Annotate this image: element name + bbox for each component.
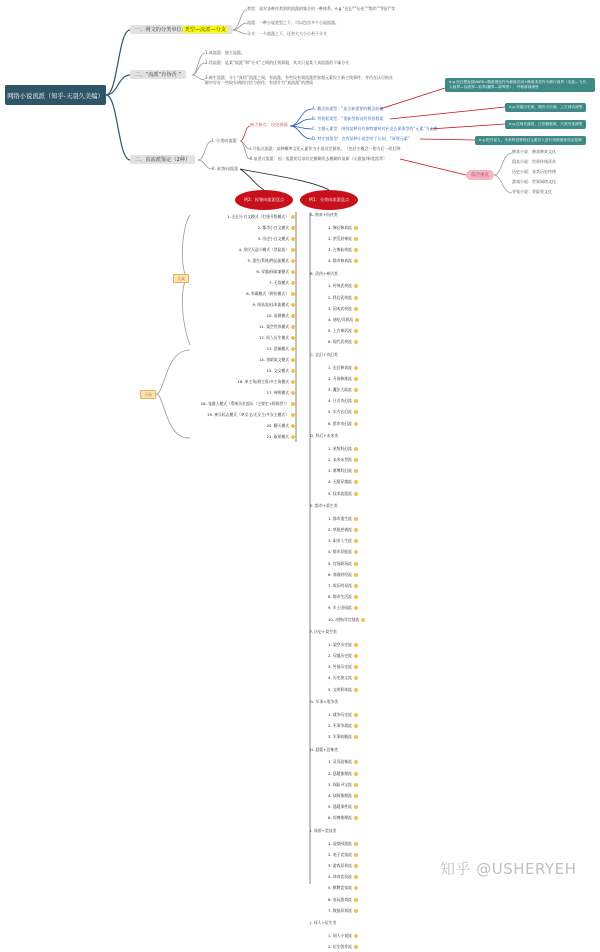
left-row[interactable] bbox=[259, 322, 295, 331]
category-item-label: 3. 职业人生流 bbox=[328, 538, 352, 544]
connector-line bbox=[232, 30, 247, 34]
connector-line bbox=[192, 75, 205, 80]
category-item-label: 7. 数据异界流 bbox=[328, 907, 352, 913]
category-item-label: 5. 官场职场流 bbox=[328, 560, 352, 566]
left-row[interactable] bbox=[256, 267, 295, 276]
note-icon bbox=[291, 237, 295, 241]
category-item-label: 2. 衍生创作流 bbox=[328, 944, 352, 950]
note-icon bbox=[354, 875, 358, 879]
note-icon bbox=[291, 259, 295, 263]
connector-line bbox=[240, 126, 250, 141]
note-icon bbox=[354, 898, 358, 902]
category-item[interactable] bbox=[328, 839, 358, 848]
left-row[interactable] bbox=[253, 300, 295, 309]
note-icon bbox=[354, 329, 358, 333]
category-item-label: 1. 星级科幻流 bbox=[328, 445, 352, 451]
category-item-label: 8. 都市生活流 bbox=[328, 594, 352, 600]
note-icon bbox=[291, 215, 295, 219]
note-icon bbox=[354, 643, 358, 647]
category-item[interactable] bbox=[328, 570, 358, 579]
connector-line bbox=[494, 153, 512, 175]
note-icon bbox=[354, 842, 358, 846]
category-item[interactable] bbox=[328, 559, 358, 568]
category-heading[interactable]: D. 科幻+未来类 bbox=[310, 433, 339, 439]
connector-line bbox=[430, 124, 505, 129]
branch-2-label: 二、“流派”有伪否 ” bbox=[135, 72, 182, 78]
category-item[interactable] bbox=[328, 850, 358, 859]
b3-sub-a: A. 概念前提型：“某全新重要的概念前提 bbox=[312, 106, 384, 111]
category-item-label: 6. 现代武侠流 bbox=[328, 339, 352, 345]
category-item-label: 9. 乡土田园流 bbox=[328, 605, 352, 611]
category-heading[interactable]: G. 军事+战争类 bbox=[310, 699, 339, 705]
category-item[interactable] bbox=[328, 419, 358, 428]
category-item-label: 2. 军事争战流 bbox=[328, 722, 352, 728]
category-item[interactable] bbox=[328, 931, 358, 940]
category-item-label: 2. 悬疑推理流 bbox=[328, 770, 352, 776]
left-row[interactable] bbox=[267, 421, 295, 430]
category-item[interactable] bbox=[328, 674, 358, 683]
note-icon bbox=[354, 366, 358, 370]
note-icon bbox=[354, 248, 358, 252]
category-item[interactable] bbox=[328, 315, 359, 324]
category-item-label: 5. 文明积体流 bbox=[328, 686, 352, 692]
category-item[interactable] bbox=[328, 906, 358, 915]
category-heading[interactable]: A. 修真+仙侠类 bbox=[310, 212, 338, 217]
category-item-label: 2. 未来未世流 bbox=[328, 456, 352, 462]
note-icon bbox=[354, 794, 358, 798]
note-icon bbox=[291, 248, 295, 252]
note-icon bbox=[354, 458, 358, 462]
note-icon bbox=[354, 562, 358, 566]
oval-category-genre-list[interactable]: 例1：分类向流派盘点 bbox=[300, 190, 358, 210]
note-icon bbox=[291, 270, 295, 274]
category-item[interactable] bbox=[328, 537, 358, 546]
left-row[interactable] bbox=[267, 366, 295, 375]
left-row-label: 6. 穿越/探索兼模式 bbox=[256, 268, 289, 274]
note-icon bbox=[291, 369, 295, 373]
category-item-label: 1. 传统武侠流 bbox=[328, 283, 352, 289]
note-icon bbox=[354, 886, 358, 890]
left-row-label: 16. 单主角/群主角/多主角模式 bbox=[237, 378, 289, 384]
note-icon bbox=[354, 654, 358, 658]
oval-tag-genre-list[interactable]: 例2：标签向流派盘点 bbox=[235, 190, 293, 210]
branch-true-genre-identify[interactable] bbox=[130, 155, 195, 164]
note-icon bbox=[354, 550, 358, 554]
b3-tag-genre: II. 标签向流派 bbox=[212, 166, 239, 171]
category-item-label: 3. 赛博科幻流 bbox=[328, 468, 352, 474]
note-icon bbox=[354, 688, 358, 692]
teal-note-3: e.g.近现代盛世，已依赖强流、天涯穷奇流等 bbox=[505, 120, 586, 129]
b2-item-true: 1.真流派：独立流派。 bbox=[205, 50, 245, 55]
left-row-label: 1. 玄幻小白文模式（打怪升级模式） bbox=[227, 213, 289, 219]
category-item[interactable] bbox=[328, 245, 358, 254]
note-icon bbox=[354, 805, 358, 809]
note-icon bbox=[354, 934, 358, 938]
connector-line bbox=[192, 63, 205, 75]
category-item-label: 4. 体育竞技流 bbox=[328, 874, 352, 880]
left-row[interactable] bbox=[201, 399, 295, 408]
left-row-label: 11. 架空世界模式 bbox=[258, 323, 289, 329]
category-item[interactable] bbox=[328, 304, 358, 313]
note-icon bbox=[354, 422, 358, 426]
category-item[interactable] bbox=[328, 408, 358, 417]
connector-line bbox=[240, 169, 329, 190]
left-row[interactable] bbox=[239, 245, 295, 254]
left-row-label: 17. 神明模式 bbox=[266, 389, 289, 395]
left-row[interactable] bbox=[207, 410, 295, 419]
b3-n1: I.开拓式流派：某种概率文化元素作为小说设定源泉，（包括主概念一相当后一改后降 bbox=[250, 146, 401, 151]
left-row-label: 13. 恶搞模式 bbox=[266, 345, 289, 351]
category-item[interactable] bbox=[328, 710, 358, 719]
category-item-label: 5. 上古神话流 bbox=[328, 328, 352, 334]
category-item-label: 3. 军事前瞻流 bbox=[328, 734, 352, 740]
category-heading[interactable]: I. 网游+竞技类 bbox=[310, 828, 337, 833]
category-item-label: 1. 玄幻修真流 bbox=[328, 364, 352, 370]
left-row-label: 20. 聊天模式 bbox=[266, 422, 289, 428]
connector-line bbox=[192, 53, 205, 75]
note-icon bbox=[354, 772, 358, 776]
left-row[interactable] bbox=[267, 311, 295, 320]
watermark: 知乎 @USHERYEH bbox=[440, 860, 577, 878]
category-item-label: 2. 草根逆袭流 bbox=[328, 526, 352, 532]
note-icon bbox=[354, 676, 358, 680]
left-row-label: 2. 都市小白文模式 bbox=[257, 224, 289, 230]
category-item[interactable] bbox=[328, 803, 358, 812]
left-row-label: 12. 同人衍生模式 bbox=[258, 334, 289, 340]
category-item[interactable] bbox=[328, 873, 358, 882]
category-item-label: 3. 古典仙侠流 bbox=[328, 246, 352, 252]
category-item[interactable] bbox=[328, 581, 358, 590]
category-item-label: 1. 同人小说流 bbox=[328, 932, 352, 938]
left-row[interactable] bbox=[267, 432, 295, 441]
category-item-label: 5. 悬疑事件流 bbox=[328, 804, 352, 810]
note-icon bbox=[291, 435, 295, 439]
note-icon bbox=[354, 584, 358, 588]
category-item[interactable] bbox=[328, 293, 358, 302]
category-item[interactable] bbox=[328, 651, 358, 660]
connector-line bbox=[240, 141, 250, 159]
note-icon bbox=[354, 307, 358, 311]
b3-category-genre: I. 分类向流派 bbox=[212, 138, 237, 143]
left-row[interactable] bbox=[267, 388, 295, 397]
category-item[interactable] bbox=[328, 663, 358, 672]
branch-true-false-genre[interactable] bbox=[130, 70, 186, 79]
category-item-label: 6. 商战财经流 bbox=[328, 571, 352, 577]
left-row[interactable] bbox=[237, 377, 295, 386]
category-item[interactable] bbox=[328, 604, 358, 613]
note-icon bbox=[354, 665, 358, 669]
note-icon bbox=[291, 292, 295, 296]
note-icon bbox=[354, 595, 358, 599]
category-item[interactable] bbox=[328, 363, 358, 372]
category-item[interactable] bbox=[328, 282, 358, 291]
category-heading[interactable]: H. 悬疑+恐怖类 bbox=[310, 746, 339, 752]
left-row-label: 10. 退婚模式 bbox=[266, 312, 289, 318]
note-icon bbox=[354, 377, 358, 381]
left-row-label: 4. 余民天造斗模式（冒险流） bbox=[238, 246, 289, 252]
category-item-label: 5. 东方玄幻流 bbox=[328, 409, 352, 415]
category-item[interactable] bbox=[328, 593, 358, 602]
note-icon bbox=[354, 388, 358, 392]
teal-note-4: e.g.把外星人、未来科技等科幻元素引入进行传统流体设定故事 bbox=[475, 136, 586, 145]
left-row[interactable] bbox=[247, 256, 295, 265]
note-icon bbox=[354, 945, 358, 949]
note-icon bbox=[354, 410, 358, 414]
category-item[interactable] bbox=[328, 478, 358, 487]
note-icon bbox=[354, 783, 358, 787]
category-item-label: 1. 架空历史流 bbox=[328, 641, 352, 647]
left-row[interactable] bbox=[258, 223, 295, 232]
category-item[interactable] bbox=[328, 814, 358, 823]
left-row-label: 3. 历史小白文模式 bbox=[257, 235, 289, 241]
category-heading[interactable]: J. 同人+衍生类 bbox=[310, 920, 337, 926]
category-item[interactable] bbox=[328, 721, 358, 730]
branch-1-highlight: 类型—流派—分支 bbox=[184, 27, 226, 33]
left-row[interactable] bbox=[227, 212, 295, 221]
category-heading[interactable]: E. 都市+重生类 bbox=[310, 503, 338, 509]
note-icon bbox=[291, 226, 295, 230]
left-row[interactable] bbox=[258, 234, 295, 243]
category-item[interactable] bbox=[328, 615, 365, 624]
category-item[interactable] bbox=[328, 733, 358, 742]
note-icon bbox=[354, 492, 358, 496]
connector-line bbox=[182, 278, 190, 345]
note-icon bbox=[291, 303, 295, 307]
category-item[interactable] bbox=[328, 884, 358, 893]
category-item[interactable] bbox=[328, 444, 358, 453]
left-column bbox=[190, 212, 295, 442]
note-icon bbox=[291, 358, 295, 362]
category-item-label: 2. 科幻武侠流 bbox=[328, 294, 352, 300]
left-row[interactable] bbox=[259, 355, 295, 364]
category-item[interactable] bbox=[328, 257, 358, 266]
b3-sub-b: B. 背景框架型：“重新型构设的背景框架 bbox=[312, 116, 384, 121]
note-icon bbox=[354, 735, 358, 739]
branch-3-label: 二、真流派鉴定（2种） bbox=[135, 157, 191, 163]
note-icon bbox=[354, 713, 358, 717]
note-icon bbox=[291, 325, 295, 329]
category-item[interactable] bbox=[328, 385, 358, 394]
note-icon bbox=[354, 573, 358, 577]
category-item[interactable] bbox=[328, 234, 358, 243]
branch-classification-unit[interactable] bbox=[130, 25, 232, 34]
connector-line bbox=[420, 139, 475, 140]
note-icon bbox=[354, 447, 358, 451]
right-list-4: 夸张小说：冒险类文化 bbox=[512, 189, 552, 194]
teal-note-1: e.g.在幻想直到VARS=概意理论作为修练功用+修道术语作为修行道界（克蓝—飞升、人间界—仙道界—仙界/魔界—神界等），并称新神流等 bbox=[445, 78, 595, 92]
left-row[interactable] bbox=[267, 344, 295, 353]
category-item-label: 2. 升国修炼流 bbox=[328, 375, 352, 381]
category-item-label: 2. 洪荒封神流 bbox=[328, 235, 352, 241]
left-row-label: 19. 神乐标志模式（单女主/无女主/多女主模式） bbox=[207, 411, 289, 417]
note-icon bbox=[354, 480, 358, 484]
connector-line bbox=[494, 175, 512, 193]
category-item-label: 4. 无限穿越流 bbox=[328, 479, 352, 485]
category-item[interactable] bbox=[328, 780, 358, 789]
category-item-label: 1. 修幻修真流 bbox=[328, 224, 352, 230]
category-item[interactable] bbox=[328, 895, 358, 904]
left-row-label: 7. 无敌模式 bbox=[268, 279, 289, 285]
category-item[interactable] bbox=[328, 397, 358, 406]
note-icon bbox=[354, 853, 358, 857]
tag-niche: 小众 bbox=[140, 390, 156, 399]
right-list-0: 修真小说：修真修真文化 bbox=[512, 149, 556, 154]
category-item-label: 3. 国术武侠流 bbox=[328, 305, 352, 311]
category-item[interactable] bbox=[328, 223, 358, 232]
left-row[interactable] bbox=[259, 333, 295, 342]
connector-line bbox=[156, 394, 190, 438]
category-item-label: 4. 历史演义流 bbox=[328, 675, 352, 681]
note-icon bbox=[354, 284, 358, 288]
category-item[interactable] bbox=[328, 758, 358, 767]
left-row-label: 21. 取景模式 bbox=[266, 433, 289, 439]
note-icon bbox=[354, 399, 358, 403]
connector-line bbox=[400, 159, 466, 175]
category-item-label: 1. 战争历史流 bbox=[328, 711, 352, 717]
category-item[interactable] bbox=[328, 685, 358, 694]
note-icon bbox=[354, 864, 358, 868]
category-item-label: 10. 动物/军官情流 bbox=[328, 616, 360, 622]
b1-item-type: 类型：是对各种作类别的流派的集合的一种体系。e.g.“玄幻”“历史”“都市”“科幻”等 bbox=[247, 6, 396, 11]
note-icon bbox=[291, 402, 295, 406]
connector-line bbox=[198, 141, 212, 160]
connector-line bbox=[156, 350, 190, 394]
category-item[interactable] bbox=[328, 548, 358, 557]
category-item-label: 5. 技术流派流 bbox=[328, 490, 352, 496]
tag-popular: 大众 bbox=[173, 274, 189, 283]
category-item-label: 2. 穿越历史流 bbox=[328, 652, 352, 658]
left-row-label: 8. 争霸模式（种田模式） bbox=[246, 290, 289, 296]
category-item[interactable] bbox=[328, 327, 358, 336]
note-icon bbox=[291, 380, 295, 384]
category-heading[interactable]: F. 历史+架空类 bbox=[310, 629, 337, 635]
note-icon bbox=[354, 909, 358, 913]
connector-line bbox=[106, 95, 130, 160]
b2-item-false: 2.伪流派：是某“流派”和“分支”之间的区别界限，其实只是某个真流派的下属分支 bbox=[205, 60, 350, 65]
left-row-label: 5. 重生/系统/物品流模式 bbox=[247, 257, 289, 263]
note-icon bbox=[291, 424, 295, 428]
category-item-label: 6. 电玩游戏流 bbox=[328, 896, 352, 902]
left-row-label: 9. 阿朱流/技术流模式 bbox=[252, 301, 289, 307]
connector-line bbox=[390, 107, 505, 119]
b2-item-new: 3.新生流派：介于“真伪”流派之间，有流派、有些设有效流派世界观元素设立新主线事件，并仍在认可的社群中存在一些较分明的讨论与创作，有望升为“真流派”的潜质 bbox=[205, 75, 393, 86]
note-icon bbox=[291, 413, 295, 417]
category-item[interactable] bbox=[328, 374, 358, 383]
note-icon bbox=[354, 226, 358, 230]
note-icon bbox=[354, 259, 358, 263]
connector-line bbox=[290, 109, 312, 126]
note-icon bbox=[291, 314, 295, 318]
note-icon bbox=[354, 528, 358, 532]
category-item[interactable] bbox=[328, 338, 358, 347]
category-item-label: 1. 灵异恐怖流 bbox=[328, 759, 352, 765]
category-item-label: 4. 都市异能流 bbox=[328, 549, 352, 555]
category-item-label: 4. 日式奇幻流 bbox=[328, 398, 352, 404]
right-list-1: 国术小说：世界传统武术 bbox=[512, 159, 556, 164]
note-icon bbox=[354, 760, 358, 764]
note-icon bbox=[291, 281, 295, 285]
left-row[interactable] bbox=[246, 289, 295, 298]
category-item-label: 4. 诸纪/异界流 bbox=[328, 316, 354, 322]
note-icon bbox=[354, 539, 358, 543]
note-icon bbox=[354, 724, 358, 728]
right-list-2: 历史小说：各类历史传统 bbox=[512, 169, 556, 174]
category-item[interactable] bbox=[328, 640, 358, 649]
b3-n2: II.复要式流派：因一流派的目前设定模糊发去模糊有复新（无限流/新宽流等） bbox=[250, 156, 387, 161]
connector-line bbox=[380, 88, 445, 109]
category-item[interactable] bbox=[328, 525, 358, 534]
category-item-label: 4. 侦探推理流 bbox=[328, 792, 352, 798]
root-node[interactable]: 网络小说流派（知乎-天羽久美编） bbox=[5, 85, 106, 105]
note-icon bbox=[354, 296, 358, 300]
note-icon bbox=[291, 336, 295, 340]
b1-item-genre: 流派：一种小说类型之下，可以包含多个小说流派。 bbox=[247, 20, 339, 25]
connector-line bbox=[240, 169, 264, 190]
connector-line bbox=[182, 215, 190, 278]
category-item[interactable] bbox=[328, 489, 358, 498]
note-icon bbox=[355, 318, 359, 322]
right-column bbox=[310, 212, 390, 950]
category-item-label: 3. 探险寻宝流 bbox=[328, 781, 352, 787]
category-item[interactable] bbox=[328, 861, 358, 870]
note-icon bbox=[354, 517, 358, 521]
category-item-label: 5. 棋牌竞技流 bbox=[328, 885, 352, 891]
note-icon bbox=[354, 340, 358, 344]
category-item-label: 1. 都市重生流 bbox=[328, 515, 352, 521]
category-item-label: 6. 惊悚推理流 bbox=[328, 815, 352, 821]
b1-item-branch: 分支：一个流派之下，还有大大小小若干分支 bbox=[247, 31, 327, 36]
category-item[interactable] bbox=[328, 467, 358, 476]
note-icon bbox=[354, 237, 358, 241]
note-icon bbox=[291, 347, 295, 351]
category-item-label: 7. 娱乐明星流 bbox=[328, 582, 352, 588]
note-icon bbox=[354, 469, 358, 473]
note-icon bbox=[354, 816, 358, 820]
category-item[interactable] bbox=[328, 791, 358, 800]
note-icon bbox=[354, 606, 358, 610]
branch-1-label: 一、网文的分类单位: bbox=[135, 27, 184, 33]
category-heading[interactable]: C. 玄幻+奇幻类 bbox=[310, 352, 338, 357]
category-item-label: 6. 都市奇幻流 bbox=[328, 420, 352, 426]
b3-core-point: 核大核点：设定画面 bbox=[250, 122, 288, 127]
category-item-label: 3. 外国历史流 bbox=[328, 664, 352, 670]
note-icon bbox=[361, 618, 365, 622]
category-item-label: 2. 电子竞技流 bbox=[328, 851, 352, 857]
category-item[interactable] bbox=[328, 943, 358, 952]
category-item[interactable] bbox=[328, 769, 358, 778]
category-item[interactable] bbox=[328, 455, 358, 464]
teal-note-2: e.g.穿越历史流、模仿大历流、上古神话流等 bbox=[505, 103, 586, 112]
note-icon bbox=[291, 391, 295, 395]
category-item-label: 1. 虚拟网游流 bbox=[328, 840, 352, 846]
left-row[interactable] bbox=[269, 278, 295, 287]
b3-sub-c: C. 主题元素型：围绕某种具有独特题料对社交去保准型的“元素”为主题 bbox=[312, 126, 438, 131]
connector-line bbox=[198, 160, 212, 169]
category-heading[interactable]: B. 武侠+神话类 bbox=[310, 270, 338, 276]
category-item[interactable] bbox=[328, 514, 358, 523]
right-list-3: 游戏小说：世界网络文化 bbox=[512, 179, 556, 184]
category-item-label: 4. 都市修真流 bbox=[328, 258, 352, 264]
b3-sub-d: D. 特定视角型：在有某种小说型对于认知，“原理元素” bbox=[312, 136, 410, 141]
pink-summary-node[interactable]: 综合重点 bbox=[466, 170, 494, 180]
category-item-label: 3. 魔法大陆流 bbox=[328, 386, 352, 392]
left-row-label: 18. 宠器人模式（系统历宏流历（主要定+阿画世）） bbox=[200, 400, 289, 406]
left-row-label: 15. 文女模式 bbox=[266, 367, 289, 373]
left-row-label: 14. 黑暗流文模式 bbox=[258, 356, 289, 362]
category-item-label: 3. 游戏异界流 bbox=[328, 862, 352, 868]
